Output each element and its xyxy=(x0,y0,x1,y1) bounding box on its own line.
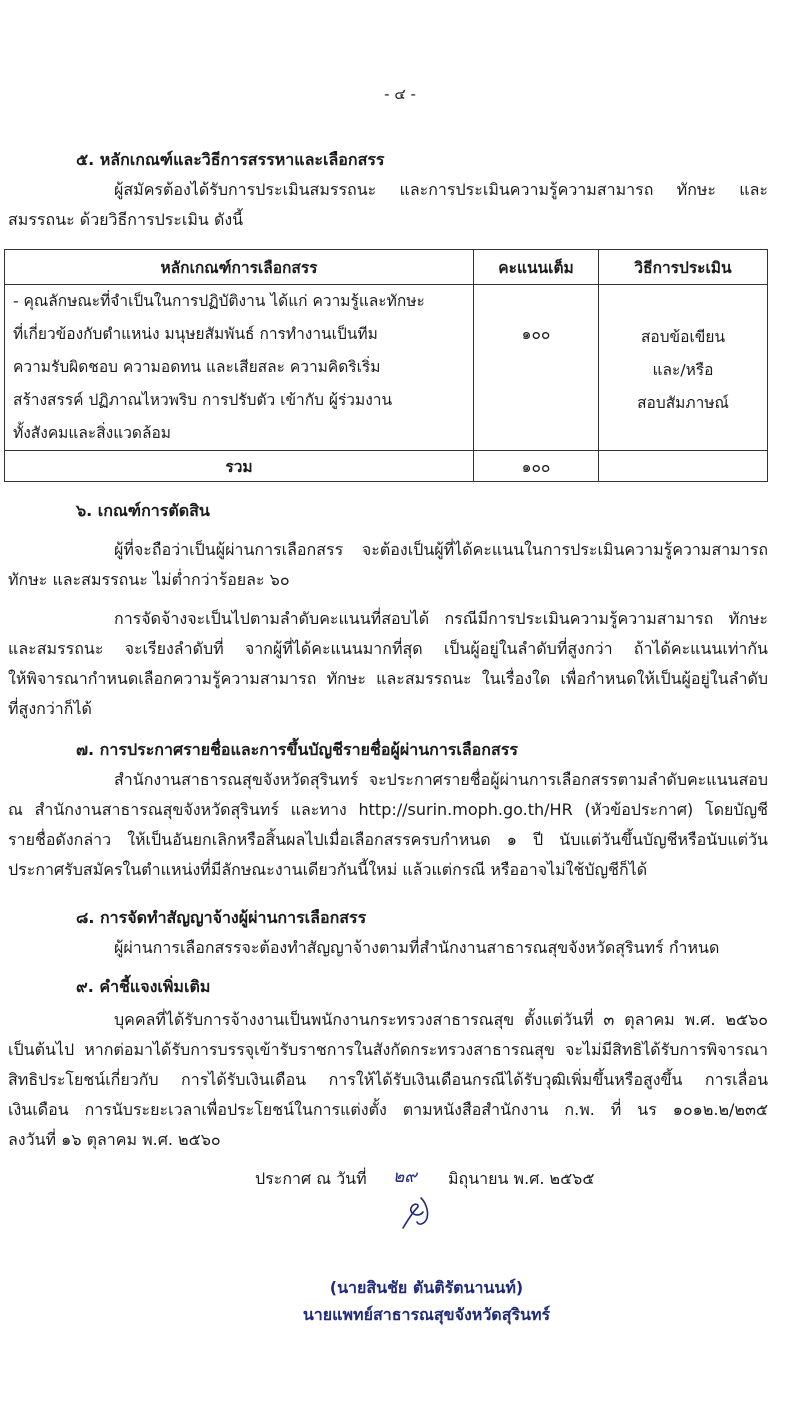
section6-para2-line: ให้พิจารณากำหนดเลือกความรู้ความสามารถ ทักษะ และสมรรถนะ ในเรื่องใด เพื่อกำหนดให้เป็นผู้อยู่ในลำดับ xyxy=(8,669,768,688)
section9-line: บุคคลที่ได้รับการจ้างงานเป็นพนักงานกระทรวงสาธารณสุข ตั้งแต่วันที่ ๓ ตุลาคม พ.ศ. ๒๕๖๐ xyxy=(114,1010,768,1029)
section7-line: สำนักงานสาธารณสุขจังหวัดสุรินทร์ จะประกาศรายชื่อผู้ผ่านการเลือกสรรตามลำดับคะแนนสอบ xyxy=(114,770,768,789)
total-label: รวม xyxy=(5,451,474,482)
signer-title: นายแพทย์สาธารณสุขจังหวัดสุรินทร์ xyxy=(302,1305,551,1324)
method-line: สอบสัมภาษณ์ xyxy=(637,394,729,412)
announcement-month-year: มิถุนายน พ.ศ. ๒๕๖๕ xyxy=(448,1169,595,1188)
section7-line: ประกาศรับสมัครในตำแหน่งที่มีลักษณะงานเดียวกันนี้ใหม่ แล้วแต่กรณี หรืออาจไม่ใช้บัญชีก็ได้ xyxy=(8,860,648,879)
section9-line: สิทธิประโยชน์เกี่ยวกับ การได้รับเงินเดือน การให้ได้รับเงินเดือนกรณีได้รับวุฒิเพิ่มขึ้นหรือสูงขึ้น การเลื่อน xyxy=(8,1070,768,1089)
announcement-prefix: ประกาศ ณ วันที่ xyxy=(255,1169,367,1188)
table-total-row xyxy=(5,451,768,482)
criteria-line: ความรับผิดชอบ ความอดทน และเสียสละ ความคิดริเริ่ม xyxy=(13,358,381,376)
criteria-table xyxy=(4,249,768,482)
criteria-cell xyxy=(5,285,474,451)
section6-para2-line: การจัดจ้างจะเป็นไปตามลำดับคะแนนที่สอบได้ กรณีมีการประเมินความรู้ความสามารถ ทักษะ xyxy=(114,609,768,628)
section6-para2-line: ที่สูงกว่าก็ได้ xyxy=(8,699,92,718)
method-line: และ/หรือ xyxy=(652,361,714,379)
section7-heading: ๗. การประกาศรายชื่อและการขึ้นบัญชีรายชื่อผู้ผ่านการเลือกสรร xyxy=(76,740,518,759)
header-method: วิธีการประเมิน xyxy=(599,250,768,285)
total-score: ๑๐๐ xyxy=(474,451,599,482)
section9-line: เงินเดือน การนับระยะเวลาเพื่อประโยชน์ในการแต่งตั้ง ตามหนังสือสำนักงาน ก.พ. ที่ นร ๑๐๑๒.๒/๒๓๕ xyxy=(8,1100,768,1119)
criteria-line: ทั้งสังคมและสิ่งแวดล้อม xyxy=(13,424,172,442)
method-cell xyxy=(599,285,768,451)
section5-heading: ๕. หลักเกณฑ์และวิธีการสรรหาและเลือกสรร xyxy=(76,150,385,169)
section7-line: รายชื่อดังกล่าว ให้เป็นอันยกเลิกหรือสิ้นผลไปเมื่อเลือกสรรครบกำหนด ๑ ปี นับแต่วันขึ้นบัญชีหรือนับแต่วัน xyxy=(8,830,768,849)
section5-line: ผู้สมัครต้องได้รับการประเมินสมรรถนะ และการประเมินความรู้ความสามารถ ทักษะ และ xyxy=(114,180,768,199)
section6-para2-line: และสมรรถนะ จะเรียงลำดับที่ จากผู้ที่ได้คะแนนมากที่สุด เป็นผู้อยู่ในลำดับที่สูงกว่า ถ้าได้คะแนนเท่ากัน xyxy=(8,639,768,658)
announcement-day: ๒๙ xyxy=(393,1167,417,1187)
section9-heading: ๙. คำชี้แจงเพิ่มเติม xyxy=(76,977,211,996)
criteria-line: ที่เกี่ยวข้องกับตำแหน่ง มนุษยสัมพันธ์ การทำงานเป็นทีม xyxy=(13,325,378,343)
page-number: - ๔ - xyxy=(384,85,416,103)
total-method-empty xyxy=(599,451,768,482)
full-score-cell: ๑๐๐ xyxy=(474,285,599,451)
signature-icon xyxy=(395,1188,445,1234)
header-criteria: หลักเกณฑ์การเลือกสรร xyxy=(5,250,474,285)
section6-para1-line: ทักษะ และสมรรถนะ ไม่ต่ำกว่าร้อยละ ๖๐ xyxy=(8,570,290,589)
section6-para1-line: ผู้ที่จะถือว่าเป็นผู้ผ่านการเลือกสรร จะต้องเป็นผู้ที่ได้คะแนนในการประเมินความรู้ความสามารถ xyxy=(114,540,768,559)
section9-line: ลงวันที่ ๑๖ ตุลาคม พ.ศ. ๒๕๖๐ xyxy=(8,1130,221,1149)
section5-line: สมรรถนะ ด้วยวิธีการประเมิน ดังนี้ xyxy=(8,210,244,229)
section6-heading: ๖. เกณฑ์การตัดสิน xyxy=(76,501,210,520)
section9-line: เป็นต้นไป หากต่อมาได้รับการบรรจุเข้ารับราชการในสังกัดกระทรวงสาธารณสุข จะไม่มีสิทธิได้รับการพิจารณา xyxy=(8,1040,768,1059)
method-line: สอบข้อเขียน xyxy=(640,328,726,346)
signer-name: (นายสินชัย ตันติรัตนานนท์) xyxy=(329,1278,524,1297)
criteria-line: สร้างสรรค์ ปฏิภาณไหวพริบ การปรับตัว เข้ากับ ผู้ร่วมงาน xyxy=(13,391,393,409)
table-header-row xyxy=(5,250,768,285)
section7-line: ณ สำนักงานสาธารณสุขจังหวัดสุรินทร์ และทาง http://surin.moph.go.th/HR (หัวข้อประกาศ) โดยบัญชี xyxy=(8,800,768,819)
section8-heading: ๘. การจัดทำสัญญาจ้างผู้ผ่านการเลือกสรร xyxy=(76,908,367,927)
table-row xyxy=(5,285,768,451)
header-full-score: คะแนนเต็ม xyxy=(474,250,599,285)
section8-line: ผู้ผ่านการเลือกสรรจะต้องทำสัญญาจ้างตามที่สำนักงานสาธารณสุขจังหวัดสุรินทร์ กำหนด xyxy=(114,938,720,957)
criteria-line: - คุณลักษณะที่จำเป็นในการปฏิบัติงาน ได้แก่ ความรู้และทักษะ xyxy=(13,292,425,310)
